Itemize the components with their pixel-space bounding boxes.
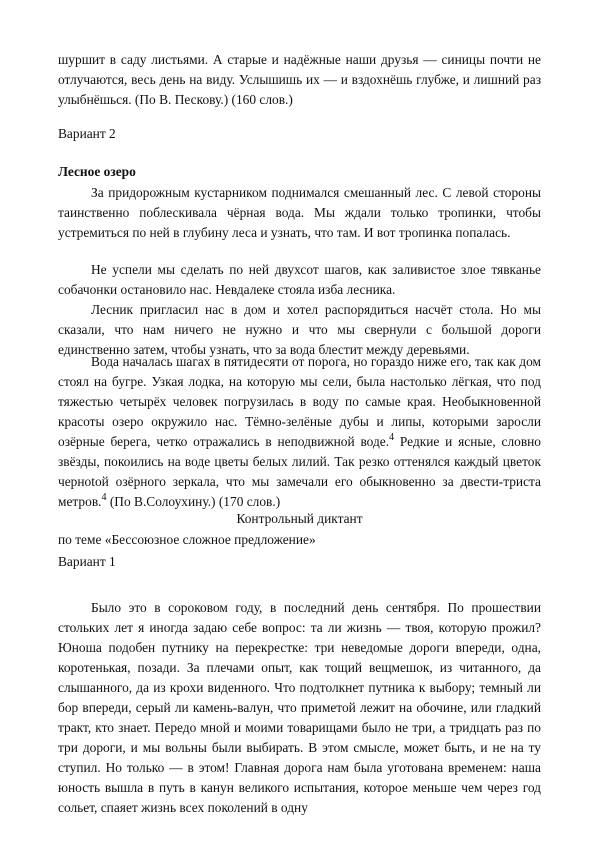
dictation-heading: Контрольный диктант bbox=[236, 511, 363, 526]
topic-line-block bbox=[58, 530, 541, 550]
carryover-paragraph: шуршит в саду листьями. А старые и надёжные наши друзья — синицы почти не отлучаются, весь день на виду. Услышишь их — и вздохнёшь глубже, и лишний раз улыбнёшься. (По В. Пескову.) (160 слов.) bbox=[58, 52, 541, 107]
variant-2-label: Вариант 2 bbox=[58, 126, 116, 141]
story-paragraph-4-text-b: Редкие и ясные, словно звёзды, покоились на воде цветы белых лилий. Так резко оттенялся каждый цветок черноtой озёрного зеркала, что мы замечали его обыкновенно за двести-триста метров. bbox=[58, 434, 541, 509]
story-paragraph-1-block bbox=[58, 183, 541, 243]
story-title: Лесное озеро bbox=[58, 164, 136, 179]
variant-2-block bbox=[58, 124, 541, 144]
story-paragraph-4 bbox=[58, 352, 541, 512]
topic-line: по теме «Бессоюзное сложное предложение» bbox=[58, 532, 316, 547]
footnote-marker: 4 bbox=[389, 432, 395, 443]
story-paragraph-3-block bbox=[58, 300, 541, 360]
story-paragraph-2: Не успели мы сделать по ней двухсот шагов, как заливистое злое тявканье собачонки остановило нас. Невдалеке стояла изба лесника. bbox=[58, 262, 541, 297]
variant-1-block bbox=[58, 552, 541, 572]
variant-1-label: Вариант 1 bbox=[58, 554, 116, 569]
story-paragraph-1: За придорожным кустарником поднимался смешанный лес. С левой стороны таинственно поблескивала чёрная вода. Мы ждали только тропинки, чтобы устремиться по ней в глубину леса и узнать, что там. И вот тропинка попалась. bbox=[58, 185, 541, 240]
story-paragraph-4-text-a: Вода началась шагах в пятидесяти от порога, но гораздо ниже его, так как дом стоял на бугре. Узкая лодка, на которую мы сели, была настолько лёгкая, что под тяжестью четырёх человек погрузилась в воду по самые края. Необыкновенной красоты озеро окружило нас. Тёмно-зелёные дубы и липы, которыми заросли озёрные берега, четко отражались в неподвижной воде. bbox=[58, 354, 541, 449]
story-paragraph-2-block bbox=[58, 260, 541, 300]
essay-paragraph: Было это в сороковом году, в последний день сентября. По прошествии стольких лет я иногда задаю себе вопрос: та ли жизнь — твоя, которую прожил? Юноша подобен путнику на перекрестке: три неведомые дороги впереди, одна, коротенькая, позади. За плечами опыт, как тощий вещмешок, из читанного, да слышанного, да из крохи виденного. Что подтолкнет путника к выбору; темный ли бор впереди, серый ли камень-валун, что приметой лежит на обочине, или гладкий тракт, кто знает. Передо мной и моими товарищами было не три, а тридцать раз по три дороги, и мы вольны были выбирать. В этом смысле, может быть, и не на ту ступил. Но только — в этом! Главная дорога нам была уготована временем: наша юность вышла в путь в канун великого испытания, которое меньше чем через год сольет, спаяет жизнь всех поколений в одну bbox=[58, 600, 541, 815]
essay-paragraph-block bbox=[58, 598, 541, 818]
story-paragraph-4-text-c: (По В.Солоухину.) (170 слов.) bbox=[106, 494, 281, 509]
story-title-block bbox=[58, 162, 541, 182]
story-paragraph-3: Лесник пригласил нас в дом и хотел распорядиться насчёт стола. Но мы сказали, что нам ничего не нужно и что мы свернули с большой дороги единственно затем, чтобы узнать, что за вода блестит между деревьями. bbox=[58, 302, 541, 357]
footnote-marker: 4 bbox=[101, 492, 107, 503]
carryover-paragraph-block bbox=[58, 50, 541, 110]
story-paragraph-4-block bbox=[58, 352, 541, 512]
dictation-heading-block bbox=[58, 509, 541, 529]
